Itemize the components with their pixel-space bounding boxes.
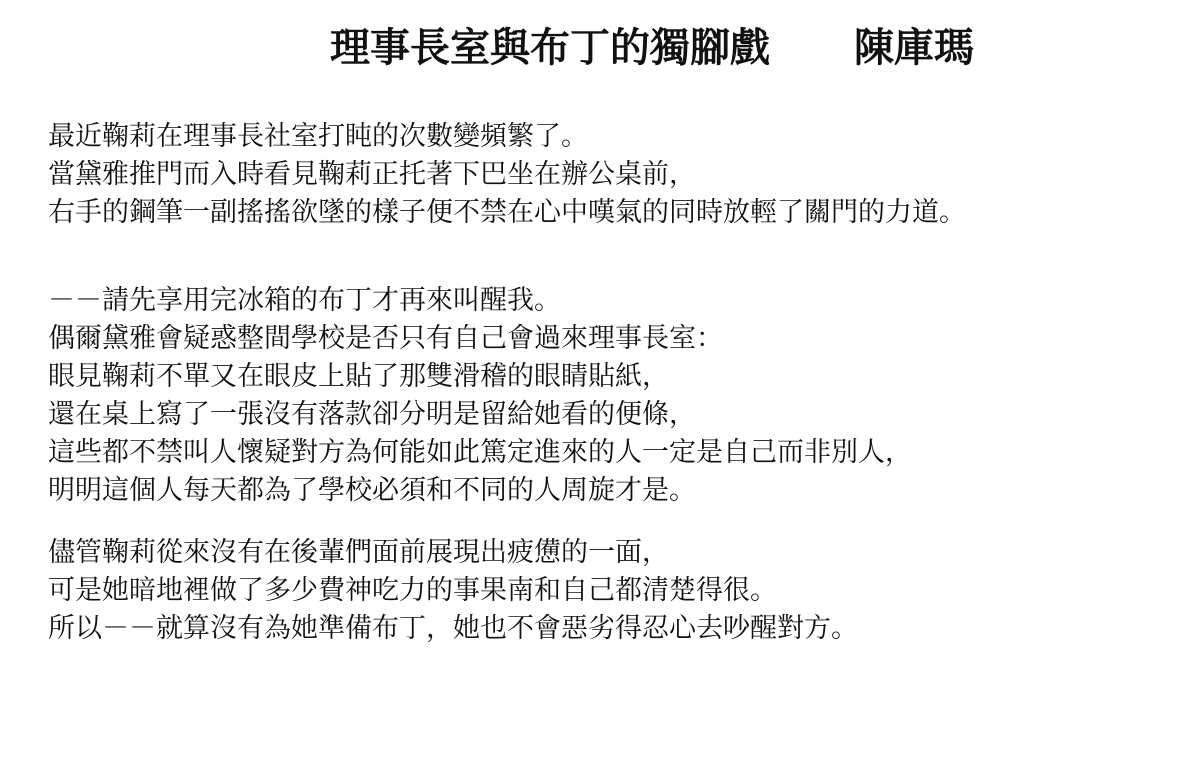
text-line: 眼見鞠莉不單又在眼皮上貼了那雙滑稽的眼睛貼紙， xyxy=(48,361,669,392)
title-row xyxy=(330,20,974,76)
text-line: 儘管鞠莉從來沒有在後輩們面前展現出疲憊的一面， xyxy=(48,537,669,568)
text-line: 當黛雅推門而入時看見鞠莉正托著下巴坐在辦公桌前， xyxy=(48,159,696,190)
text-line: 明明這個人每天都為了學校必須和不同的人周旋才是。 xyxy=(48,475,696,506)
text-line: 最近鞠莉在理事長社室打盹的次數變頻繁了。 xyxy=(48,121,588,152)
text-line: 這些都不禁叫人懷疑對方為何能如此篤定進來的人一定是自己而非別人， xyxy=(48,437,912,468)
paragraph xyxy=(48,282,1188,510)
text-line: 所以－－就算沒有為她準備布丁，她也不會惡劣得忍心去吵醒對方。 xyxy=(48,613,858,644)
paragraph xyxy=(48,118,1188,232)
paragraph xyxy=(48,534,1188,648)
document-title: 理事長室與布丁的獨腳戲 xyxy=(330,25,770,71)
text-line: 右手的鋼筆一副搖搖欲墜的樣子便不禁在心中嘆氣的同時放輕了關門的力道。 xyxy=(48,197,966,228)
document-body xyxy=(48,118,1188,648)
text-line: 可是她暗地裡做了多少費神吃力的事果南和自己都清楚得很。 xyxy=(48,575,777,606)
text-line: 偶爾黛雅會疑惑整間學校是否只有自己會過來理事長室： xyxy=(48,323,723,354)
text-line: －－請先享用完冰箱的布丁才再來叫醒我。 xyxy=(48,285,561,316)
text-line: 還在桌上寫了一張沒有落款卻分明是留給她看的便條， xyxy=(48,399,696,430)
author-name: 陳庫瑪 xyxy=(854,25,974,71)
